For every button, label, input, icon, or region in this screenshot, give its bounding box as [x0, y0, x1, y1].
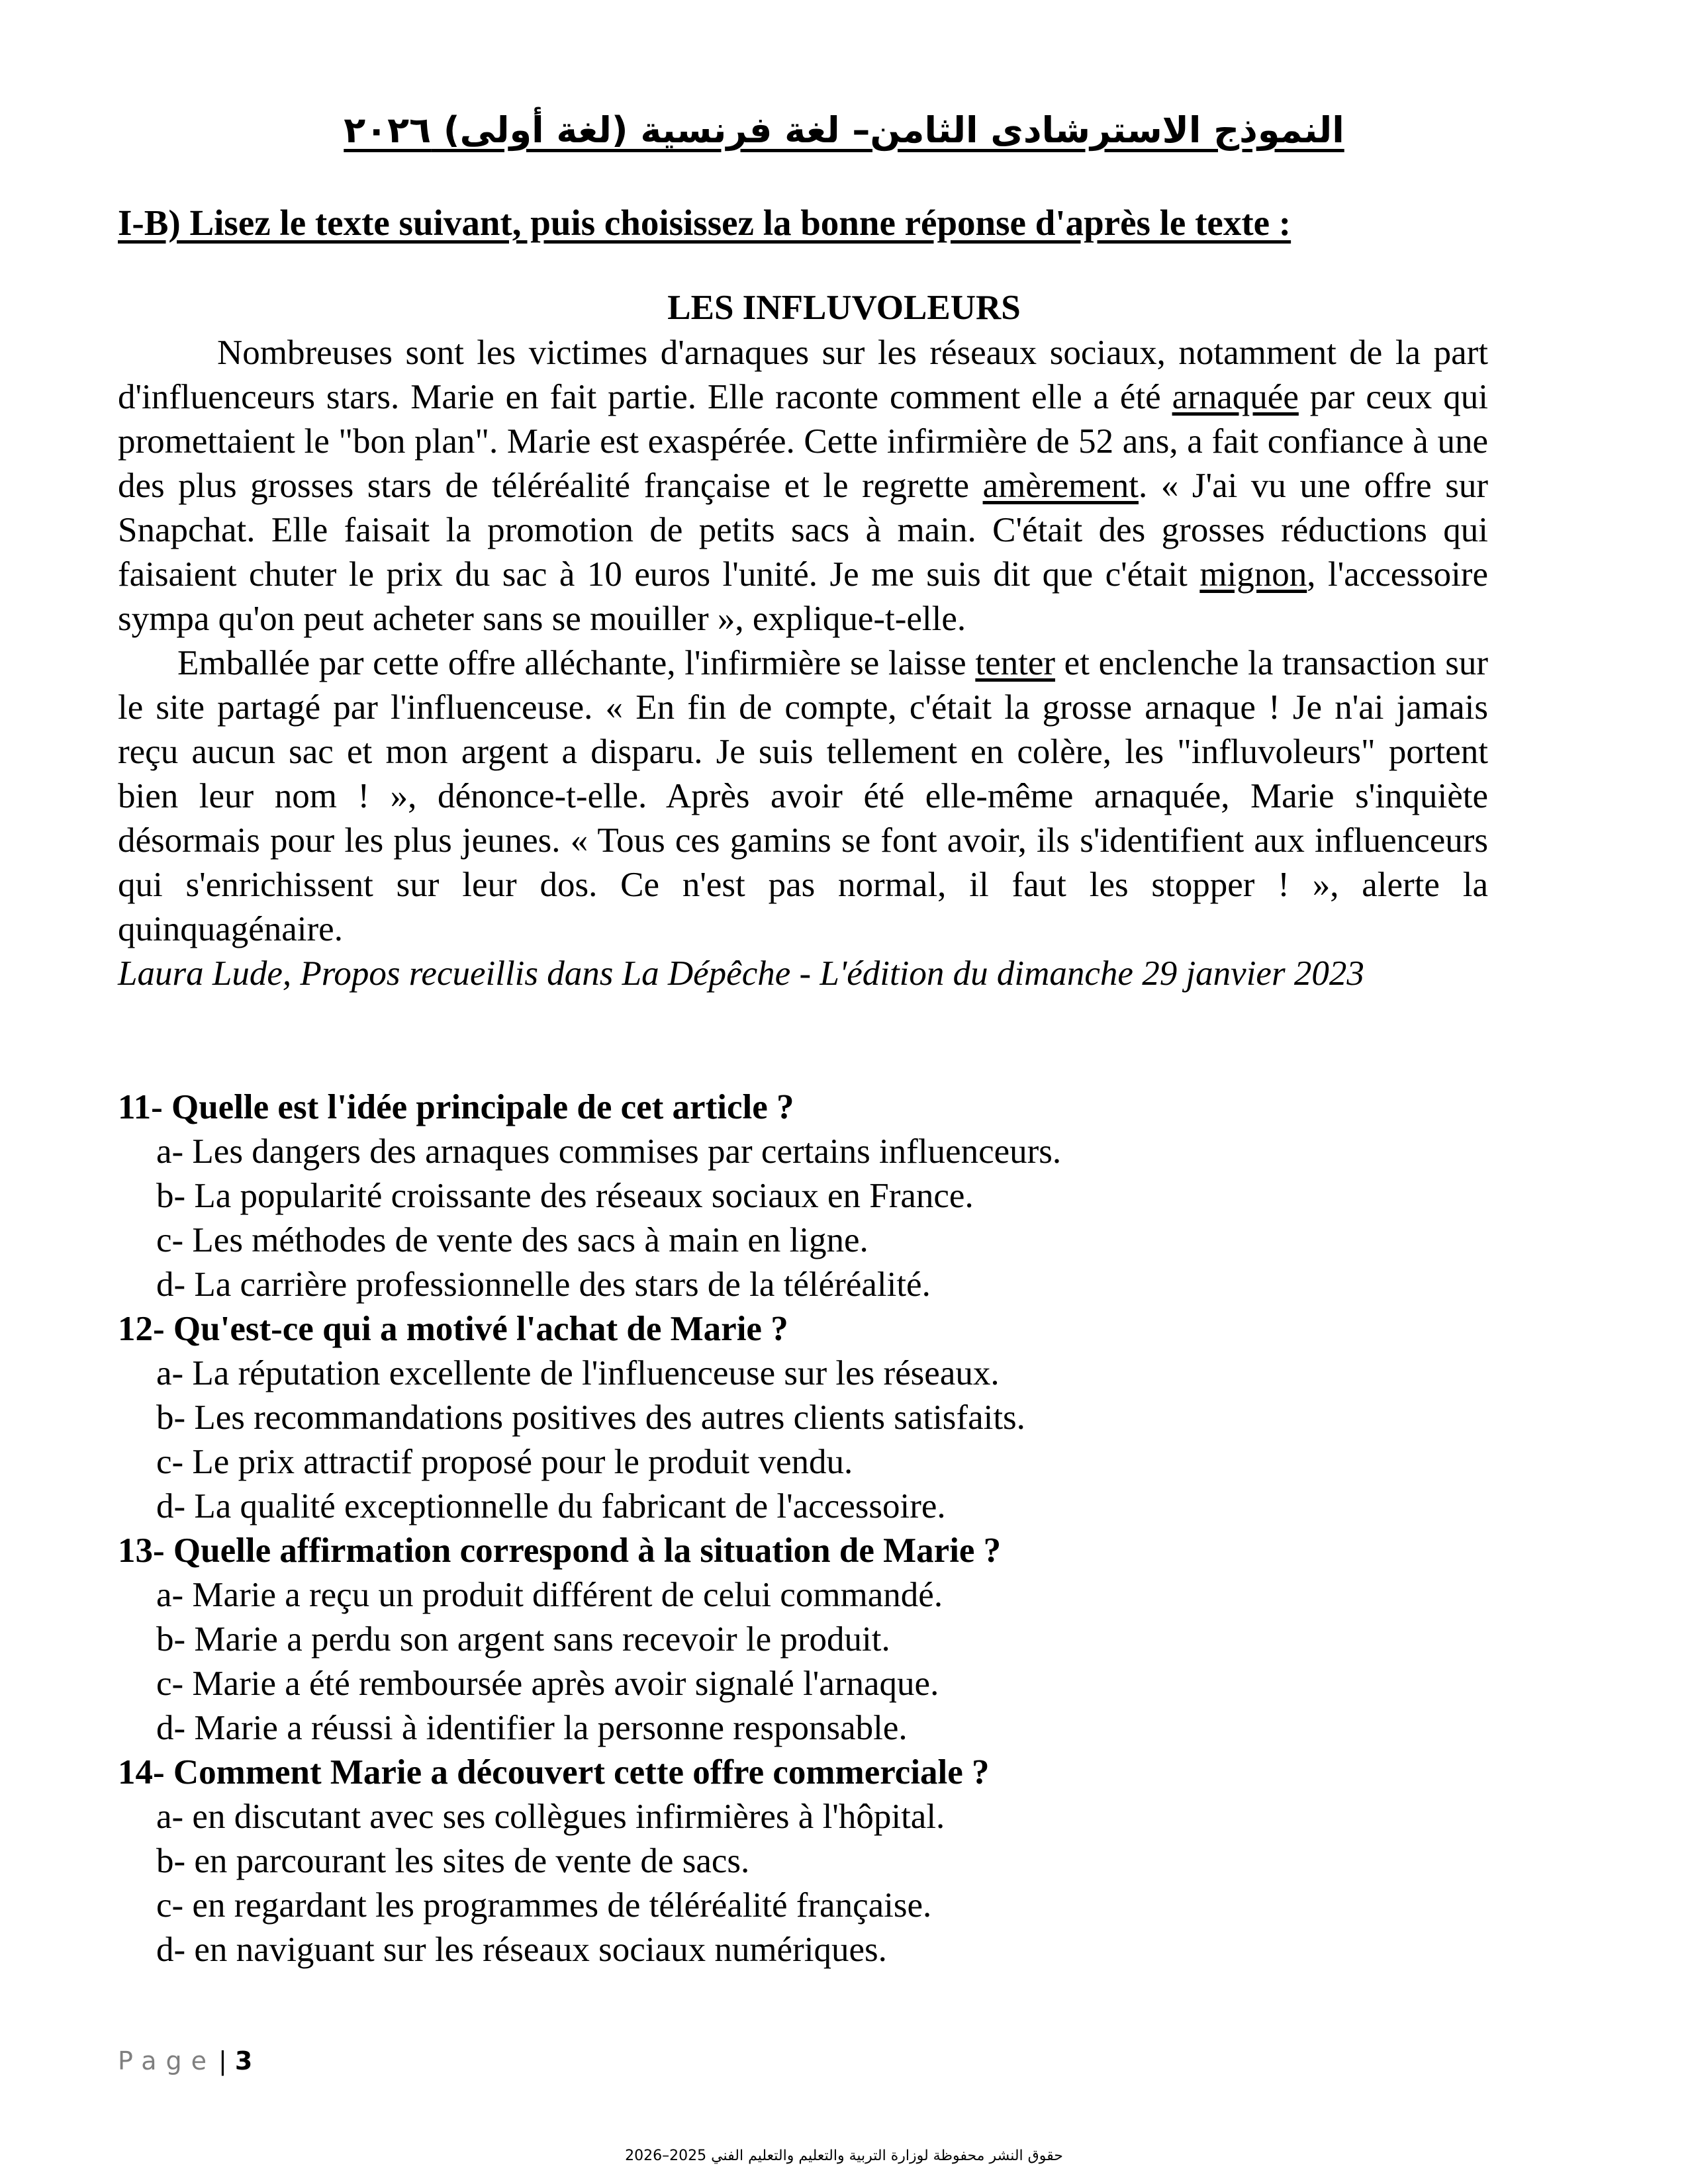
question-block [118, 1529, 1508, 1751]
source-citation: Laura Lude, Propos recueillis dans La Dépêche - L'édition du dimanche 29 janvier 2023 [118, 954, 1364, 993]
answer-option: a- Marie a reçu un produit différent de celui commandé. [156, 1576, 943, 1614]
answer-option: b- en parcourant les sites de vente de sacs. [156, 1842, 750, 1880]
underlined-word: arnaquée [1172, 378, 1299, 416]
answer-option: c- en regardant les programmes de téléréalité française. [156, 1886, 932, 1925]
answer-option: b- La popularité croissante des réseaux sociaux en France. [156, 1177, 974, 1215]
text-title: LES INFLUVOLEURS [667, 289, 1021, 327]
question-block [118, 1085, 1508, 1307]
copyright-notice: حقوق النشر محفوظة لوزارة التربية والتعليم والتعليم الفني 2025–2026 [625, 2148, 1063, 2164]
answer-option: c- Marie a été remboursée après avoir signalé l'arnaque. [156, 1664, 939, 1703]
question-text: 14- Comment Marie a découvert cette offre commerciale ? [118, 1753, 990, 1792]
answer-option: b- Les recommandations positives des autres clients satisfaits. [156, 1398, 1025, 1437]
answer-option: d- La carrière professionnelle des stars de la téléréalité. [156, 1265, 931, 1304]
page-separator: | [218, 2046, 227, 2075]
answer-option: d- Marie a réussi à identifier la personne responsable. [156, 1709, 908, 1747]
paragraph-1: Nombreuses sont les victimes d'arnaques sur les réseaux sociaux, notamment de la part d'influenceurs stars. Marie en fait partie. Elle raconte comment elle a été arnaquée par ceux qui promettaient le "bon plan". Marie est exaspérée. Cette infirmière de 52 ans, a fait confiance à une des plus grosses stars de téléréalité française et le regrette amèrement. « J'ai vu une offre sur Snapchat. Elle faisait la promotion de petits sacs à main. C'était des grosses réductions qui faisaient chuter le prix du sac à 10 euros l'unité. Je me suis dit que c'était mignon, l'accessoire sympa qu'on peut acheter sans se mouiller », explique-t-elle. [118, 334, 1488, 638]
underlined-word: amèrement [982, 467, 1139, 505]
page-label: Page [118, 2046, 216, 2075]
reading-passage [118, 331, 1488, 996]
question-text: 13- Quelle affirmation correspond à la situation de Marie ? [118, 1531, 1002, 1570]
answer-option: a- en discutant avec ses collègues infirmières à l'hôpital. [156, 1797, 945, 1836]
section-heading: I-B) Lisez le texte suivant, puis choisissez la bonne réponse d'après le texte : [118, 203, 1291, 243]
underlined-word: mignon [1199, 555, 1307, 594]
page-number: 3 [234, 2046, 253, 2075]
question-text: 11- Quelle est l'idée principale de cet article ? [118, 1088, 794, 1126]
answer-option: c- Le prix attractif proposé pour le produit vendu. [156, 1443, 853, 1481]
answer-option: d- La qualité exceptionnelle du fabricant de l'accessoire. [156, 1487, 946, 1525]
exam-title: النموذج الاسترشادى الثامن– لغة فرنسية (لغة أولى) ٢٠٢٦ [344, 109, 1344, 151]
underlined-word: tenter [975, 644, 1055, 682]
question-block [118, 1751, 1508, 1972]
paragraph-2: Emballée par cette offre alléchante, l'infirmière se laisse tenter et enclenche la transaction sur le site partagé par l'influenceuse. « En fin de compte, c'était la grosse arnaque ! Je n'ai jamais reçu aucun sac et mon argent a disparu. Je suis tellement en colère, les "influvoleurs" portent bien leur nom ! », dénonce-t-elle. Après avoir été elle-même arnaquée, Marie s'inquiète désormais pour les plus jeunes. « Tous ces gamins se font avoir, ils s'identifient aux influenceurs qui s'enrichissent sur leur dos. Ce n'est pas normal, il faut les stopper ! », alerte la quinquagénaire. [118, 644, 1489, 948]
answer-option: a- Les dangers des arnaques commises par certains influenceurs. [156, 1132, 1062, 1171]
questions-list [118, 1085, 1508, 1972]
answer-option: c- Les méthodes de vente des sacs à main en ligne. [156, 1221, 868, 1259]
question-block [118, 1307, 1508, 1529]
answer-option: b- Marie a perdu son argent sans recevoir le produit. [156, 1620, 890, 1659]
page-footer [118, 2046, 252, 2075]
answer-option: a- La réputation excellente de l'influenceuse sur les réseaux. [156, 1354, 1000, 1392]
question-text: 12- Qu'est-ce qui a motivé l'achat de Marie ? [118, 1310, 788, 1348]
answer-option: d- en naviguant sur les réseaux sociaux numériques. [156, 1931, 887, 1969]
